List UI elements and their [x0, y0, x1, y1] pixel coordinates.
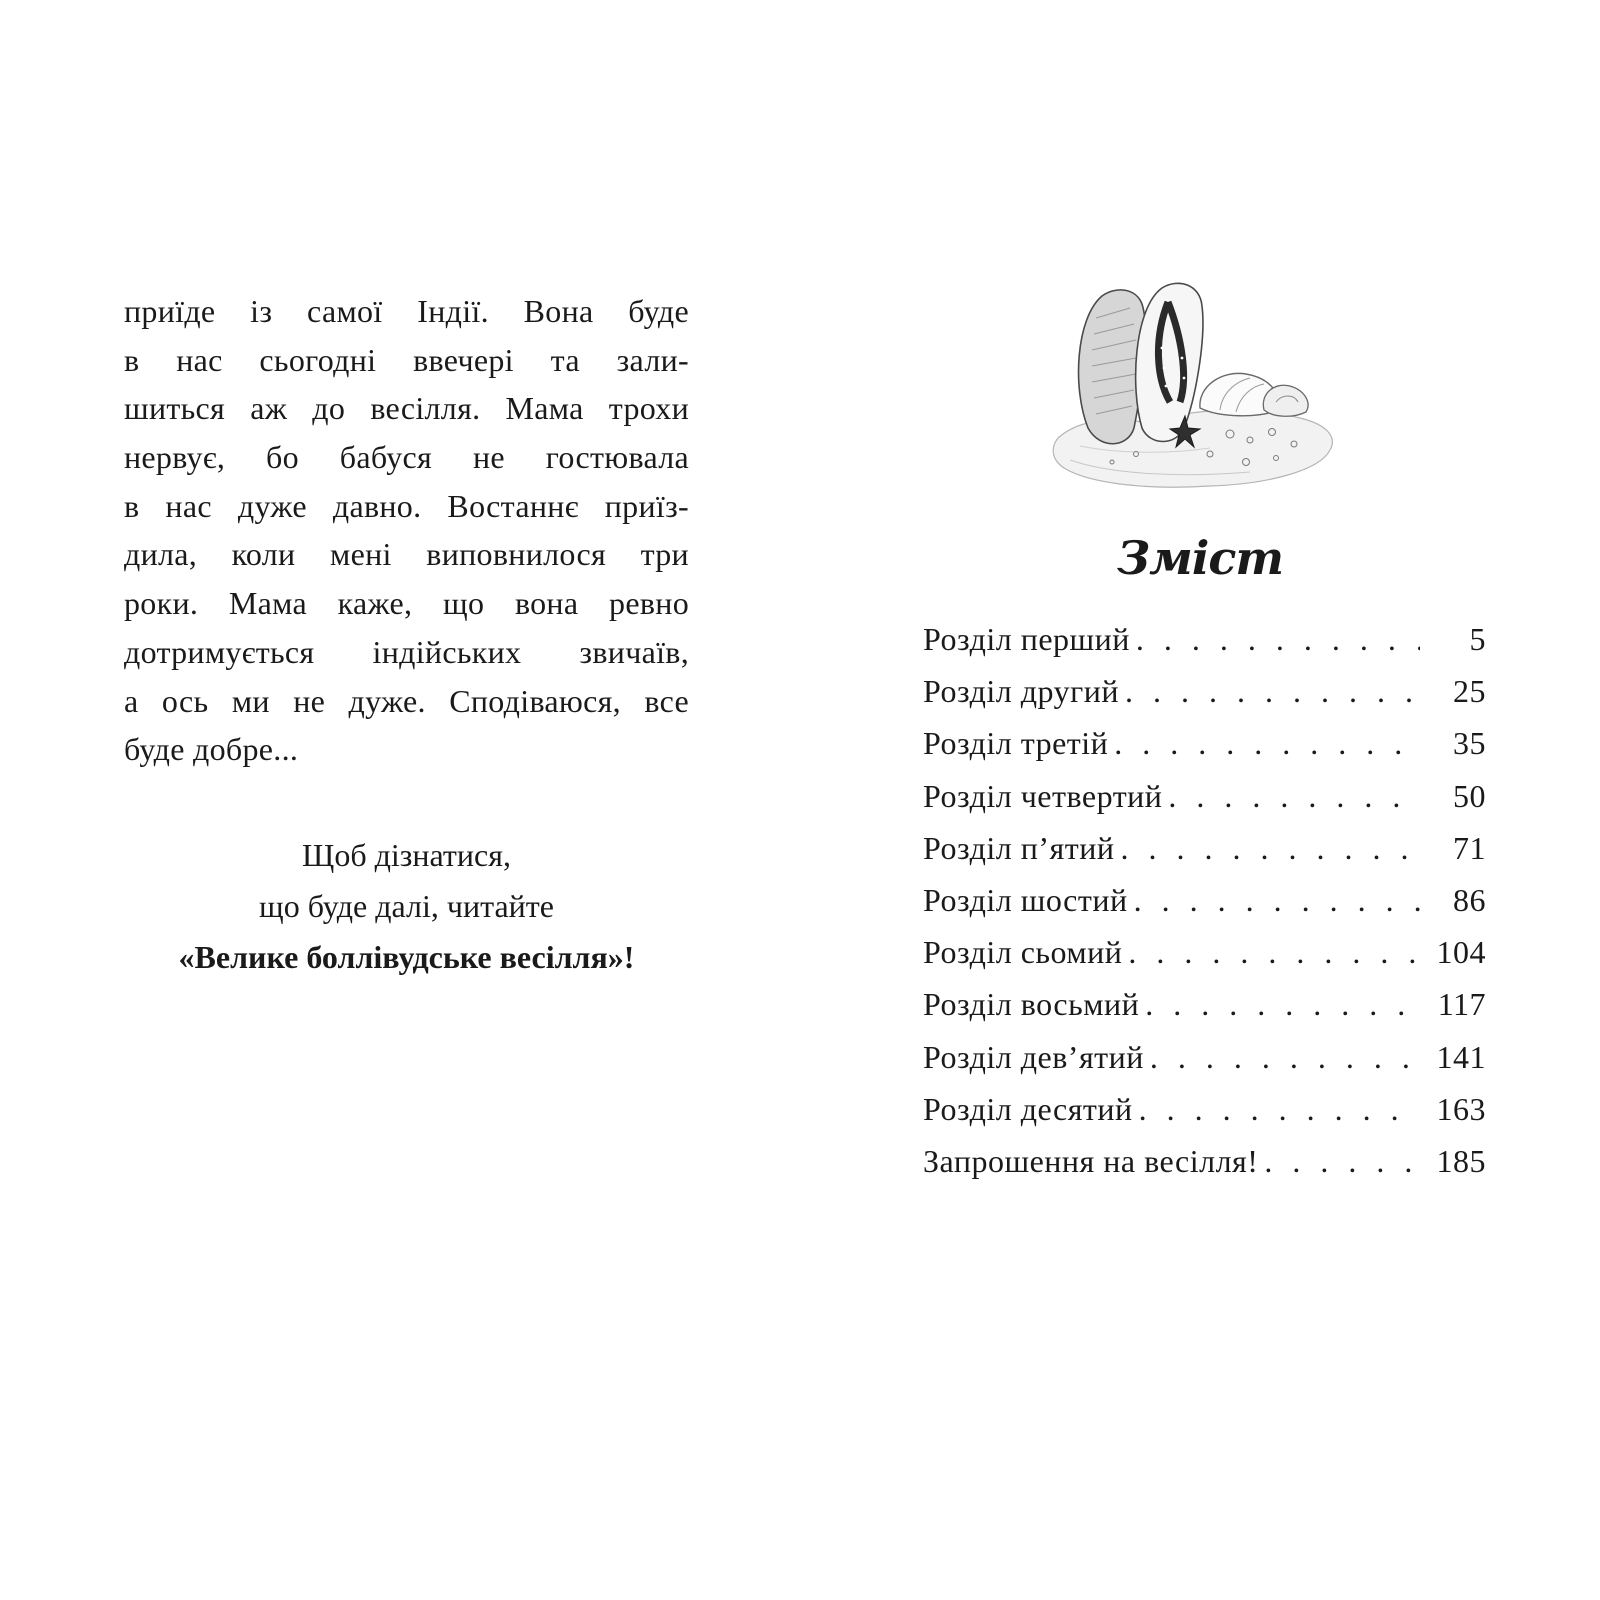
toc-entry-page: 35	[1453, 725, 1486, 762]
toc-leader-dots	[1264, 1135, 1420, 1187]
beach-illustration	[1050, 278, 1340, 500]
body-line: нервує, бо бабуся не гостювала	[124, 439, 689, 476]
toc-entry-label: Розділ дев’ятий	[923, 1038, 1144, 1075]
toc-entry-page: 117	[1437, 986, 1486, 1023]
toc-entry-label: Розділ четвертий	[923, 777, 1163, 814]
book-title: «Велике боллівудське весілля»!	[178, 939, 635, 975]
toc-entry-label: Розділ шостий	[923, 881, 1128, 918]
body-line: буде добре...	[124, 731, 299, 768]
toc-entry-label: Розділ другий	[923, 673, 1119, 710]
toc-entry[interactable]	[923, 613, 1486, 665]
toc-entry-page: 185	[1436, 1142, 1486, 1179]
body-line: дила, коли мені виповнилося три	[124, 536, 689, 573]
toc-entry-page: 141	[1436, 1038, 1486, 1075]
toc-entry[interactable]	[923, 1083, 1486, 1135]
toc-entry-label: Розділ сьомий	[923, 934, 1123, 971]
body-line: а ось ми не дуже. Сподіваюся, все	[124, 682, 689, 719]
toc-leader-dots	[1136, 613, 1420, 665]
toc-entry-page: 25	[1453, 673, 1486, 710]
toc-entry-page: 71	[1453, 829, 1486, 866]
toc-entry-page: 104	[1436, 934, 1486, 971]
closing-line: Щоб дізнатися,	[302, 837, 511, 873]
toc-entry-label: Розділ третій	[923, 725, 1109, 762]
toc-entry-page: 163	[1436, 1090, 1486, 1127]
body-line: в нас дуже давно. Востаннє приїз-	[124, 487, 689, 524]
toc-entry[interactable]	[923, 1135, 1486, 1187]
toc-entry-page: 50	[1453, 777, 1486, 814]
toc-heading: Зміст	[1116, 531, 1284, 585]
toc-entry[interactable]	[923, 926, 1486, 978]
toc-entry[interactable]	[923, 770, 1486, 822]
toc-leader-dots	[1114, 717, 1420, 769]
toc-leader-dots	[1168, 770, 1420, 822]
toc-leader-dots	[1139, 1083, 1420, 1135]
toc-entry-page: 5	[1469, 621, 1486, 657]
toc-entry[interactable]	[923, 874, 1486, 926]
toc-leader-dots	[1120, 822, 1420, 874]
toc-entry[interactable]	[923, 665, 1486, 717]
toc-entry-page: 86	[1453, 881, 1486, 918]
toc-leader-dots	[1128, 926, 1420, 978]
toc-leader-dots	[1145, 978, 1420, 1030]
right-page	[800, 0, 1600, 1600]
body-line: шиться аж до весілля. Мама трохи	[124, 390, 689, 427]
closing-note	[124, 830, 689, 983]
toc-leader-dots	[1150, 1031, 1420, 1083]
toc-entry-label: Розділ десятий	[923, 1090, 1133, 1127]
body-line: приїде із самої Індії. Вона буде	[124, 293, 689, 329]
closing-line: що буде далі, читайте	[259, 888, 554, 924]
body-line: в нас сьогодні ввечері та зали-	[124, 341, 689, 378]
body-text	[124, 287, 689, 774]
toc-entry[interactable]	[923, 822, 1486, 874]
toc-entry[interactable]	[923, 717, 1486, 769]
toc-leader-dots	[1134, 874, 1420, 926]
toc-entry[interactable]	[923, 1031, 1486, 1083]
toc-entry[interactable]	[923, 978, 1486, 1030]
body-line: роки. Мама каже, що вона ревно	[124, 585, 689, 622]
toc-entry-label: Запрошення на весілля!	[923, 1142, 1259, 1179]
body-line: дотримується індійських звичаїв,	[124, 633, 689, 670]
toc-entry-label: Розділ перший	[923, 621, 1130, 657]
toc-entry-label: Розділ восьмий	[923, 986, 1140, 1023]
table-of-contents	[923, 613, 1486, 1187]
toc-leader-dots	[1125, 665, 1420, 717]
toc-entry-label: Розділ п’ятий	[923, 829, 1115, 866]
